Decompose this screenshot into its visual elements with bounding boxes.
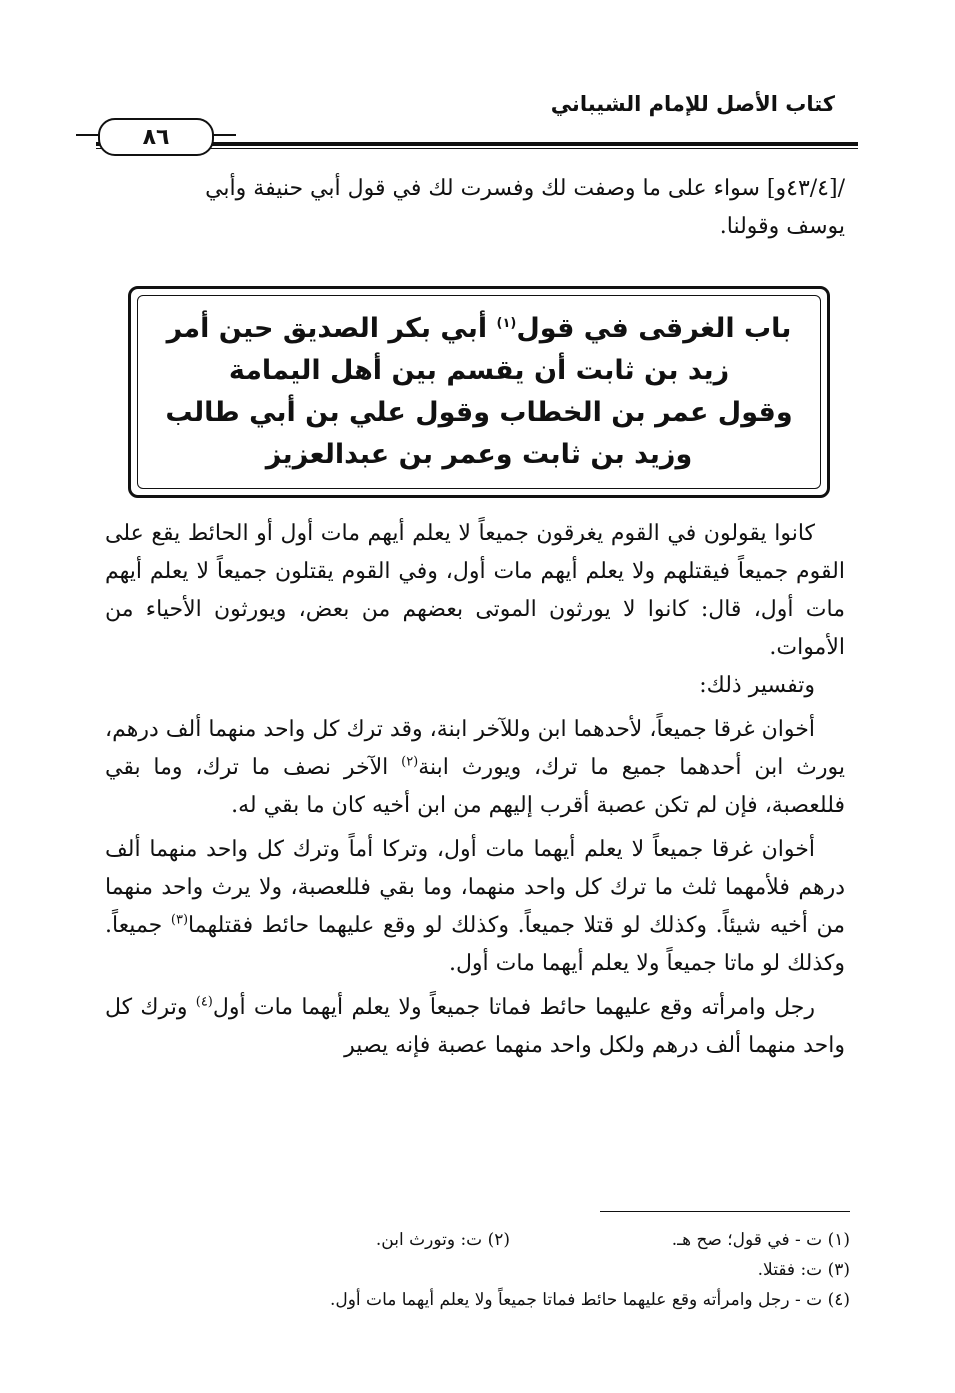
paragraph-5-b: وترك كل واحد منهما ألف درهم ولكل واحد منهما عصبة فإنه يصير	[105, 995, 845, 1058]
chapter-title-line-1-b: أبي بكر الصديق حين أمر	[166, 313, 497, 344]
footnote-2: (٢) ت: وتورث ابن.	[375, 1230, 510, 1250]
paragraph-3-a: أخوان غرقا جميعاً، لأحدهما ابن وللآخر ابنة، وقد ترك كل واحد منهما ألف درهم، يورث ابن أحدهما جميع ما ترك، ويورث ابنة	[105, 717, 845, 780]
chapter-title-line-1	[167, 308, 792, 350]
footnote-ref-1: (١)	[496, 316, 517, 331]
footnotes	[90, 1225, 850, 1315]
paragraph-5-a: رجل وامرأته وقع عليهما حائط فماتا جميعاً ولا يعلم أيهما مات أول	[212, 995, 815, 1020]
footnote-1: (١) ت - في قول؛ صح هـ.	[671, 1230, 850, 1250]
paragraph-3-b: الآخر نصف ما ترك، وما بقي فللعصبة، فإن لم تكن عصبة أقرب إليهم من ابن أخيه كان ما بقي له.	[105, 755, 845, 818]
paragraph-4-b: جميعاً. وكذلك لو ماتا جميعاً ولا يعلم أيهما مات أول.	[105, 913, 845, 976]
chapter-title-line-3: وقول عمر بن الخطاب وقول علي بن أبي طالب	[165, 397, 793, 428]
footnote-separator	[600, 1211, 850, 1212]
footnote-4: (٤) ت - رجل وامرأته وقع عليهما حائط فماتا جميعاً ولا يعلم أيهما مات أول.	[329, 1290, 850, 1310]
chapter-title-line-1-a: باب الغرقى في قول	[516, 313, 792, 344]
page-number: ٨٦	[98, 118, 214, 156]
footnote-3: (٣) ت: فقتلا.	[757, 1260, 850, 1280]
paragraph-1: كانوا يقولون في القوم يغرقون جميعاً لا يعلم أيهم مات أول أو الحائط يقع على القوم جميعاً فيقتلهم ولا يعلم أيهم مات أول، وفي القوم يقتلون جميعاً لا يعلم أيهم مات أول، قال: كانوا لا يورثون الموتى بعضهم من بعض، ويورثون الأحياء من الأموات.	[105, 521, 845, 660]
chapter-title-line-4: وزيد بن ثابت وعمر بن عبدالعزيز	[265, 439, 693, 470]
chapter-title-box	[128, 286, 830, 498]
footnote-ref-2: (٢)	[401, 754, 419, 770]
intro-line-1: /[٤٣/٤و] سواء على ما وصفت لك وفسرت لك في قول أبي حنيفة وأبي	[205, 176, 845, 201]
paragraph-4-a: أخوان غرقا جميعاً لا يعلم أيهما مات أول، وتركا أماً وترك كل واحد منهما ألف درهم فلأمهما ثلث ما ترك كل واحد منهما، وما بقي فللعصبة، ولا يرث واحد منهما من أخيه شيئاً. وكذلك لو قتلا جميعاً. وكذلك لو وقع عليهما حائط فقتلهما	[105, 837, 845, 938]
intro-line-2: يوسف وقولنا.	[719, 214, 845, 239]
footnote-ref-4: (٤)	[195, 994, 213, 1010]
paragraph-3	[105, 711, 845, 825]
chapter-title-line-2: زيد بن ثابت أن يقسم بين أهل اليمامة	[228, 355, 730, 386]
chapter-title-frame	[137, 295, 821, 489]
paragraph-5	[105, 989, 845, 1065]
intro-text	[105, 170, 845, 246]
footnote-row-2	[90, 1255, 850, 1285]
body-text	[105, 515, 845, 1065]
paragraph-2: وتفسير ذلك:	[699, 673, 815, 698]
footnote-row-3	[90, 1285, 850, 1315]
footnote-row-1	[90, 1225, 850, 1255]
running-title: كتاب الأصل للإمام الشيباني	[550, 92, 835, 116]
paragraph-4	[105, 831, 845, 983]
footnote-ref-3: (٣)	[170, 912, 189, 928]
